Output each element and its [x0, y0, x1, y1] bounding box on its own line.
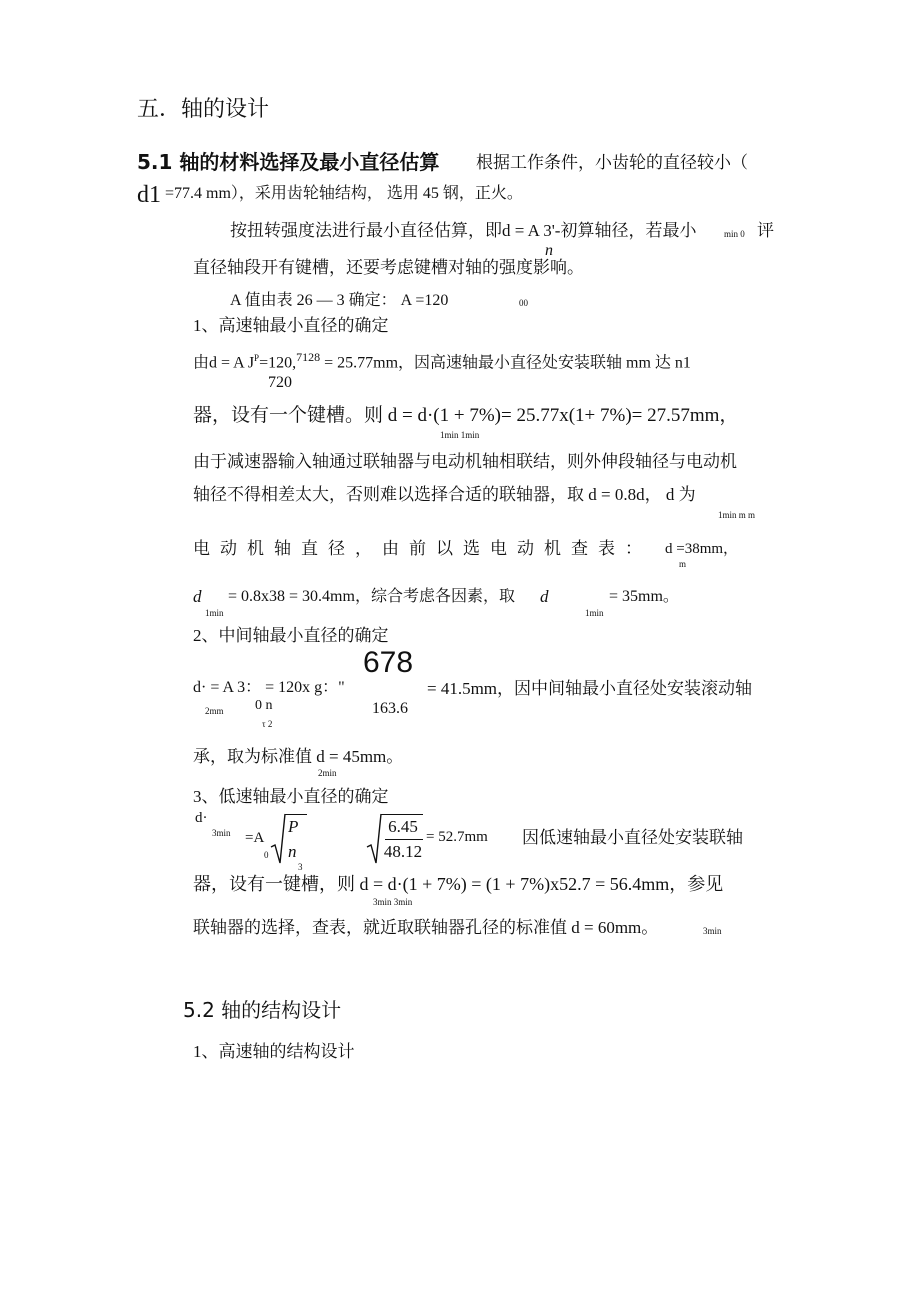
- h1-line-6-d: d: [193, 587, 202, 606]
- h3-sub: 3min: [212, 828, 231, 838]
- h1-line-6-d2: d: [540, 587, 549, 606]
- h3-result: = 52.7mm: [426, 829, 488, 845]
- h2-sub-2mm: 2mm: [205, 706, 224, 716]
- h3-d: d·: [195, 810, 208, 826]
- subheading-2: 2、中间轴最小直径的确定: [193, 626, 389, 645]
- h2-line-2-sub: 2min: [318, 768, 337, 778]
- heading-5-1: 5.1 轴的材料选择及最小直径估算: [137, 150, 440, 174]
- h2-line-2: 承，取为标准值 d = 45mm。: [193, 747, 404, 766]
- para-1: 按扭转强度法进行最小直径估算，即d = A 3'-初算轴径，若最小: [230, 221, 697, 240]
- h1-line-3: 由于减速器输入轴通过联轴器与电动机轴相联结，则外伸段轴径与电动机: [193, 452, 737, 471]
- h1-line-1b: =120,: [259, 354, 297, 372]
- h1-sup-7128: 7128: [296, 350, 321, 364]
- fraction-bar: [385, 839, 423, 840]
- para-1-end: 评: [757, 221, 774, 240]
- h1-line-5b: d =38mm，: [665, 541, 739, 557]
- h1-line-4: 轴径不得相差太大，否则难以选择合适的联轴器，取 d = 0.8d， d 为: [193, 485, 696, 504]
- h1-line-5-sub: m: [679, 559, 687, 569]
- h1-line-6b: = 35mm。: [609, 588, 679, 605]
- radical-icon: [366, 813, 382, 865]
- h1-denominator: 720: [268, 374, 292, 391]
- h1-line-2: 器，设有一个键槽。则 d = d·(1 + 7%)= 25.77x(1+ 7%)= 27.57mm，: [193, 405, 739, 426]
- para-2: 直径轴段开有键槽，还要考虑键槽对轴的强度影响。: [193, 258, 584, 277]
- h3-tail: 因低速轴最小直径处安装联轴: [522, 828, 743, 847]
- radical-icon: [270, 813, 286, 865]
- h1-line-6: = 0.8x38 = 30.4mm，综合考虑各因素，取: [228, 588, 515, 605]
- h1-line-1: [193, 351, 691, 371]
- h3-line-2: 器，设有一键槽，则 d = d·(1 + 7%) = (1 + 7%)x52.7 = 56.4mm，参见: [193, 874, 724, 894]
- h2-big-number: 678: [363, 646, 414, 679]
- section-title: 五．轴的设计: [137, 96, 270, 121]
- para-1-sub: min 0: [724, 229, 745, 239]
- radical-bar: [285, 814, 307, 815]
- h3-line-3-sub: 3min: [703, 926, 722, 936]
- h3-line-3: 联轴器的选择，查表，就近取联轴器孔径的标准值 d = 60mm。: [193, 918, 659, 937]
- h3-denominator: 48.12: [383, 842, 423, 861]
- h3-line-2-sub: 3min 3min: [373, 897, 413, 907]
- subheading-5-2-1: 1、高速轴的结构设计: [193, 1042, 355, 1061]
- h1-line-4-sub: 1min m m: [718, 510, 756, 520]
- h2-line-1: d· = A 3： = 120x g：": [193, 679, 345, 696]
- subheading-3: 3、低速轴最小直径的确定: [193, 787, 389, 806]
- h2-sub-tau: τ 2: [262, 719, 273, 729]
- heading-5-2: 5.2 轴的结构设计: [183, 998, 342, 1022]
- h1-sup-p: P: [254, 353, 260, 363]
- h3-eq-a: =A: [245, 830, 265, 846]
- h1-line-6-sub: 1min: [205, 608, 224, 618]
- h2-line-1b: = 41.5mm，因中间轴最小直径处安装滚动轴: [427, 679, 753, 698]
- h3-n: n: [288, 842, 297, 861]
- h3-numerator: 6.45: [388, 817, 418, 836]
- para-1-n: n: [545, 242, 553, 259]
- h1-line-2-sub: 1min 1min: [440, 430, 480, 440]
- intro-text: 根据工作条件，小齿轮的直径较小（: [476, 153, 748, 172]
- para-3: A 值由表 26 — 3 确定： A =120: [230, 292, 449, 309]
- para-3-sub: 00: [519, 298, 528, 308]
- h1-line-1c: = 25.77mm，因高速轴最小直径处安装联轴 mm 达 n1: [324, 354, 691, 372]
- h1-line-1a: 由d = A J: [193, 354, 255, 372]
- intro-text-2: =77.4 mm），采用齿轮轴结构， 选用 45 钢，正火。: [165, 185, 523, 202]
- intro-d1: d1: [137, 182, 161, 208]
- h3-zero: 0: [264, 850, 269, 860]
- h3-three: 3: [298, 862, 303, 872]
- radical-bar: [381, 814, 423, 815]
- h2-sub-n: 0 n: [255, 698, 273, 713]
- h2-denominator: 163.6: [372, 700, 408, 717]
- subheading-1: 1、高速轴最小直径的确定: [193, 316, 389, 335]
- h3-p: P: [288, 817, 299, 836]
- h1-line-6-sub2: 1min: [585, 608, 604, 618]
- h1-line-5: 电动机轴直径，由前以选电动机查表：: [193, 539, 652, 558]
